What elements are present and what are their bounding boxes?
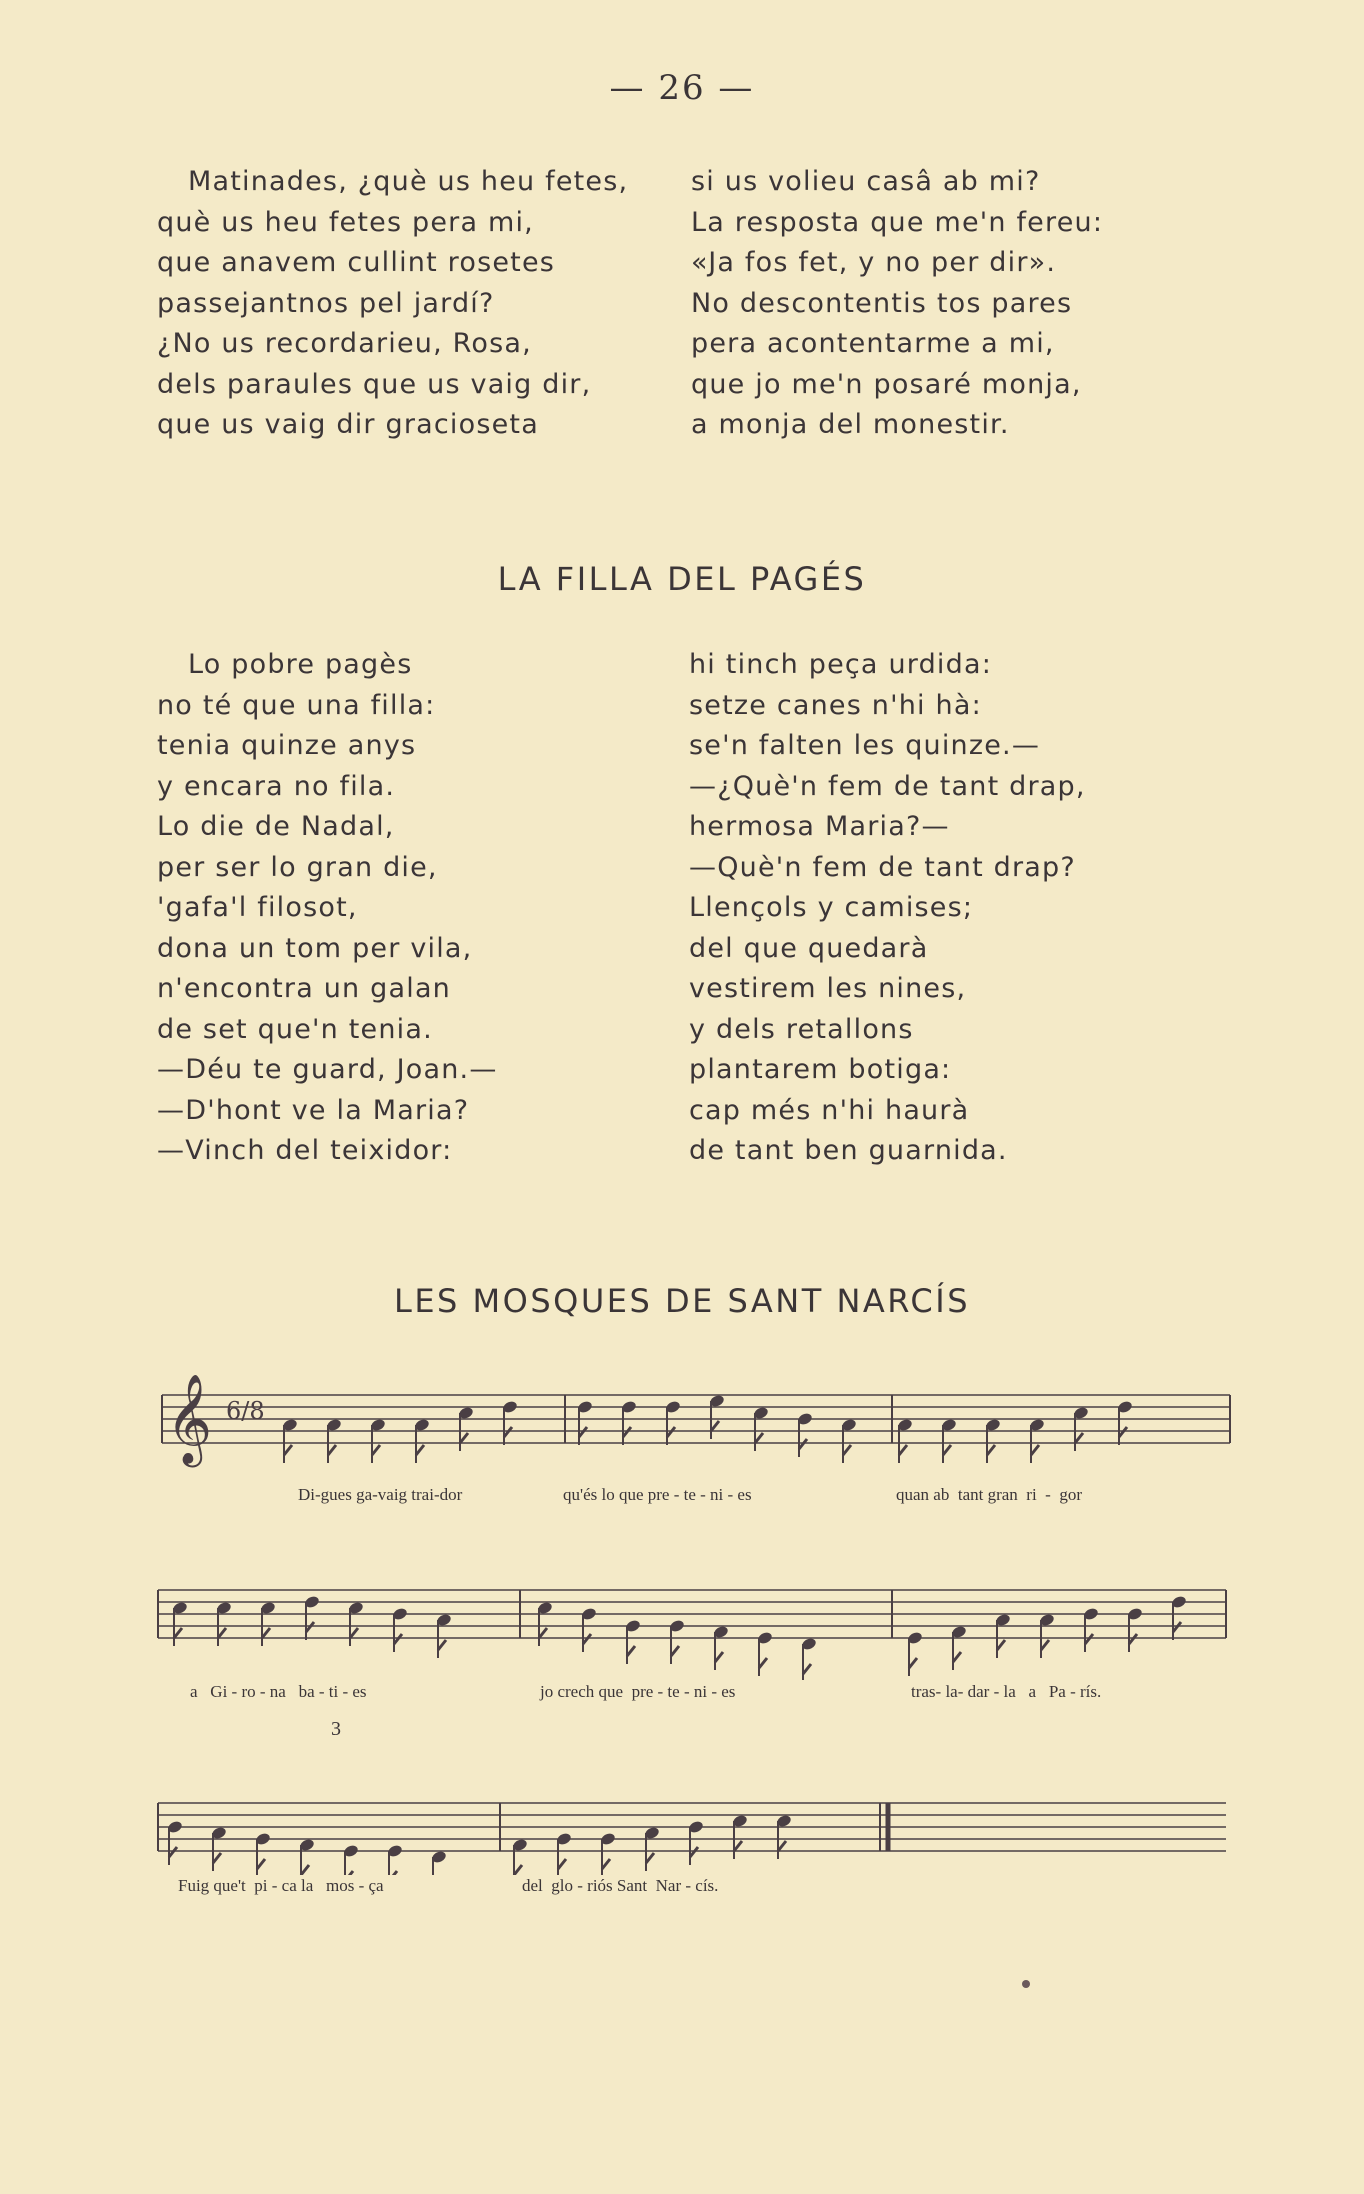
lyrics-1-2: qu'és lo que pre - te - ni - es bbox=[563, 1485, 752, 1504]
note-flag bbox=[438, 1640, 446, 1650]
verse-line: tenia quinze anys bbox=[157, 730, 417, 761]
song-title: LES MOSQUES DE SANT NARCÍS bbox=[394, 1282, 970, 1320]
verse-line: Lo die de Nadal, bbox=[157, 811, 395, 842]
verse-line: de tant ben guarnida. bbox=[689, 1135, 1008, 1166]
verse-line: del que quedarà bbox=[689, 932, 929, 964]
note-flag bbox=[284, 1445, 292, 1455]
lyrics-3-1: Fuig que't pi - ca la mos - ça bbox=[178, 1876, 384, 1895]
note-flag bbox=[987, 1445, 995, 1455]
note-flag bbox=[416, 1445, 424, 1455]
music-staff-1 bbox=[0, 1360, 1364, 1480]
lyrics-3-2: del glo - riós Sant Nar - cís. bbox=[522, 1876, 719, 1895]
note-flag bbox=[372, 1445, 380, 1455]
verse-line: y dels retallons bbox=[689, 1013, 914, 1045]
poem1-left-column bbox=[157, 162, 628, 446]
note-flag bbox=[1075, 1433, 1083, 1443]
note-flag bbox=[953, 1652, 961, 1662]
verse-line: Llençols y camises; bbox=[689, 892, 974, 923]
note-flag bbox=[558, 1859, 566, 1869]
note-flag bbox=[1173, 1622, 1181, 1632]
note-flag bbox=[301, 1865, 309, 1875]
music-staff-2 bbox=[0, 1560, 1364, 1680]
note-flag bbox=[174, 1628, 182, 1638]
poem2-title: LA FILLA DEL PAGÉS bbox=[497, 560, 867, 598]
note-flag bbox=[328, 1445, 336, 1455]
note-flag bbox=[1119, 1427, 1127, 1437]
verse-line: «Ja fos fet, y no per dir». bbox=[691, 247, 1057, 278]
poem2-left-column bbox=[157, 645, 498, 1172]
ink-spot bbox=[1022, 1980, 1030, 1988]
note-flag bbox=[539, 1628, 547, 1638]
verse-line: —D'hont ve la Maria? bbox=[157, 1094, 470, 1126]
note-flag bbox=[218, 1628, 226, 1638]
verse-line: se'n falten les quinze.— bbox=[689, 730, 1041, 761]
note-flag bbox=[715, 1652, 723, 1662]
note-flag bbox=[734, 1841, 742, 1851]
verse-line: ¿No us recordarieu, Rosa, bbox=[157, 328, 532, 359]
page-number: — 26 — bbox=[609, 68, 755, 108]
note-flag bbox=[1031, 1445, 1039, 1455]
verse-line: —Què'n fem de tant drap? bbox=[689, 851, 1076, 883]
verse-line: setze canes n'hi hà: bbox=[689, 689, 982, 721]
verse-line: dona un tom per vila, bbox=[157, 932, 473, 964]
note-flag bbox=[755, 1433, 763, 1443]
verse-line: que anavem cullint rosetes bbox=[157, 247, 556, 278]
lyrics-1-1: Di-gues ga-vaig trai-dor bbox=[298, 1485, 463, 1504]
note-flag bbox=[602, 1859, 610, 1869]
note-flag bbox=[711, 1421, 719, 1431]
note-flag bbox=[690, 1847, 698, 1857]
verse-line: n'encontra un galan bbox=[157, 973, 451, 1004]
verse-line: de set que'n tenia. bbox=[157, 1013, 433, 1045]
verse-line: hermosa Maria?— bbox=[689, 811, 950, 842]
note-flag bbox=[667, 1427, 675, 1437]
time-signature: 6/8 bbox=[226, 1397, 265, 1425]
note-flag bbox=[623, 1427, 631, 1437]
note-flag bbox=[213, 1853, 221, 1863]
lyrics-2-1: a Gi - ro - na ba - ti - es bbox=[190, 1682, 367, 1701]
verse-line: què us heu fetes pera mi, bbox=[157, 206, 534, 238]
poem2-right-column bbox=[689, 645, 1086, 1172]
verse-line: cap més n'hi haurà bbox=[689, 1094, 970, 1126]
verse-line: y encara no fila. bbox=[157, 770, 396, 802]
verse-line: Matinades, ¿què us heu fetes, bbox=[188, 166, 629, 197]
note-flag bbox=[514, 1865, 522, 1875]
note-flag bbox=[759, 1658, 767, 1668]
note-flag bbox=[1041, 1640, 1049, 1650]
verse-line: plantarem botiga: bbox=[689, 1054, 952, 1085]
note-flag bbox=[345, 1871, 353, 1875]
lyrics-1-3: quan ab tant gran ri - gor bbox=[896, 1485, 1082, 1504]
note-flag bbox=[843, 1445, 851, 1455]
note-flag bbox=[803, 1664, 811, 1674]
verse-line: hi tinch peça urdida: bbox=[689, 649, 993, 680]
verse-line: —¿Què'n fem de tant drap, bbox=[689, 770, 1086, 802]
note-flag bbox=[997, 1640, 1005, 1650]
note-flag bbox=[671, 1646, 679, 1656]
music-staff-3 bbox=[0, 1755, 1364, 1875]
note-flag bbox=[306, 1622, 314, 1632]
note-flag bbox=[579, 1427, 587, 1437]
verse-line: a monja del monestir. bbox=[691, 409, 1010, 440]
note-flag bbox=[394, 1634, 402, 1644]
lyrics-2-2: jo crech que pre - te - ni - es bbox=[540, 1682, 736, 1701]
triplet-mark: 3 bbox=[331, 1718, 341, 1740]
verse-line: 'gafa'l filosot, bbox=[157, 892, 358, 923]
note-flag bbox=[778, 1841, 786, 1851]
note-flag bbox=[257, 1859, 265, 1869]
note-flag bbox=[169, 1847, 177, 1857]
verse-line: que jo me'n posaré monja, bbox=[691, 368, 1082, 400]
verse-line: —Vinch del teixidor: bbox=[157, 1135, 453, 1166]
verse-line: pera acontentarme a mi, bbox=[691, 328, 1055, 359]
note-flag bbox=[583, 1634, 591, 1644]
note-flag bbox=[627, 1646, 635, 1656]
verse-line: —Déu te guard, Joan.— bbox=[157, 1054, 498, 1085]
verse-line: que us vaig dir gracioseta bbox=[157, 409, 539, 440]
note-flag bbox=[799, 1439, 807, 1449]
treble-clef-icon: 𝄞 bbox=[166, 1374, 213, 1464]
note-flag bbox=[389, 1871, 397, 1875]
verse-line: Lo pobre pagès bbox=[188, 649, 413, 680]
lyrics-2-3: tras- la- dar - la a Pa - rís. bbox=[911, 1682, 1102, 1701]
verse-line: No descontentis tos pares bbox=[691, 287, 1073, 319]
note-flag bbox=[646, 1853, 654, 1863]
verse-line: per ser lo gran die, bbox=[157, 851, 438, 883]
verse-line: passejantnos pel jardí? bbox=[157, 287, 495, 319]
verse-line: La resposta que me'n fereu: bbox=[691, 206, 1104, 238]
note-flag bbox=[899, 1445, 907, 1455]
poem1-right-column bbox=[691, 162, 1103, 446]
note-flag bbox=[1129, 1634, 1137, 1644]
note-flag bbox=[943, 1445, 951, 1455]
note-flag bbox=[350, 1628, 358, 1638]
note-flag bbox=[1085, 1634, 1093, 1644]
verse-line: si us volieu casâ ab mi? bbox=[691, 166, 1041, 197]
note-flag bbox=[460, 1433, 468, 1443]
note-flag bbox=[262, 1628, 270, 1638]
verse-line: dels paraules que us vaig dir, bbox=[157, 368, 592, 400]
note-flag bbox=[504, 1427, 512, 1437]
verse-line: no té que una filla: bbox=[157, 689, 436, 721]
verse-line: vestirem les nines, bbox=[689, 973, 967, 1004]
note-flag bbox=[909, 1658, 917, 1668]
